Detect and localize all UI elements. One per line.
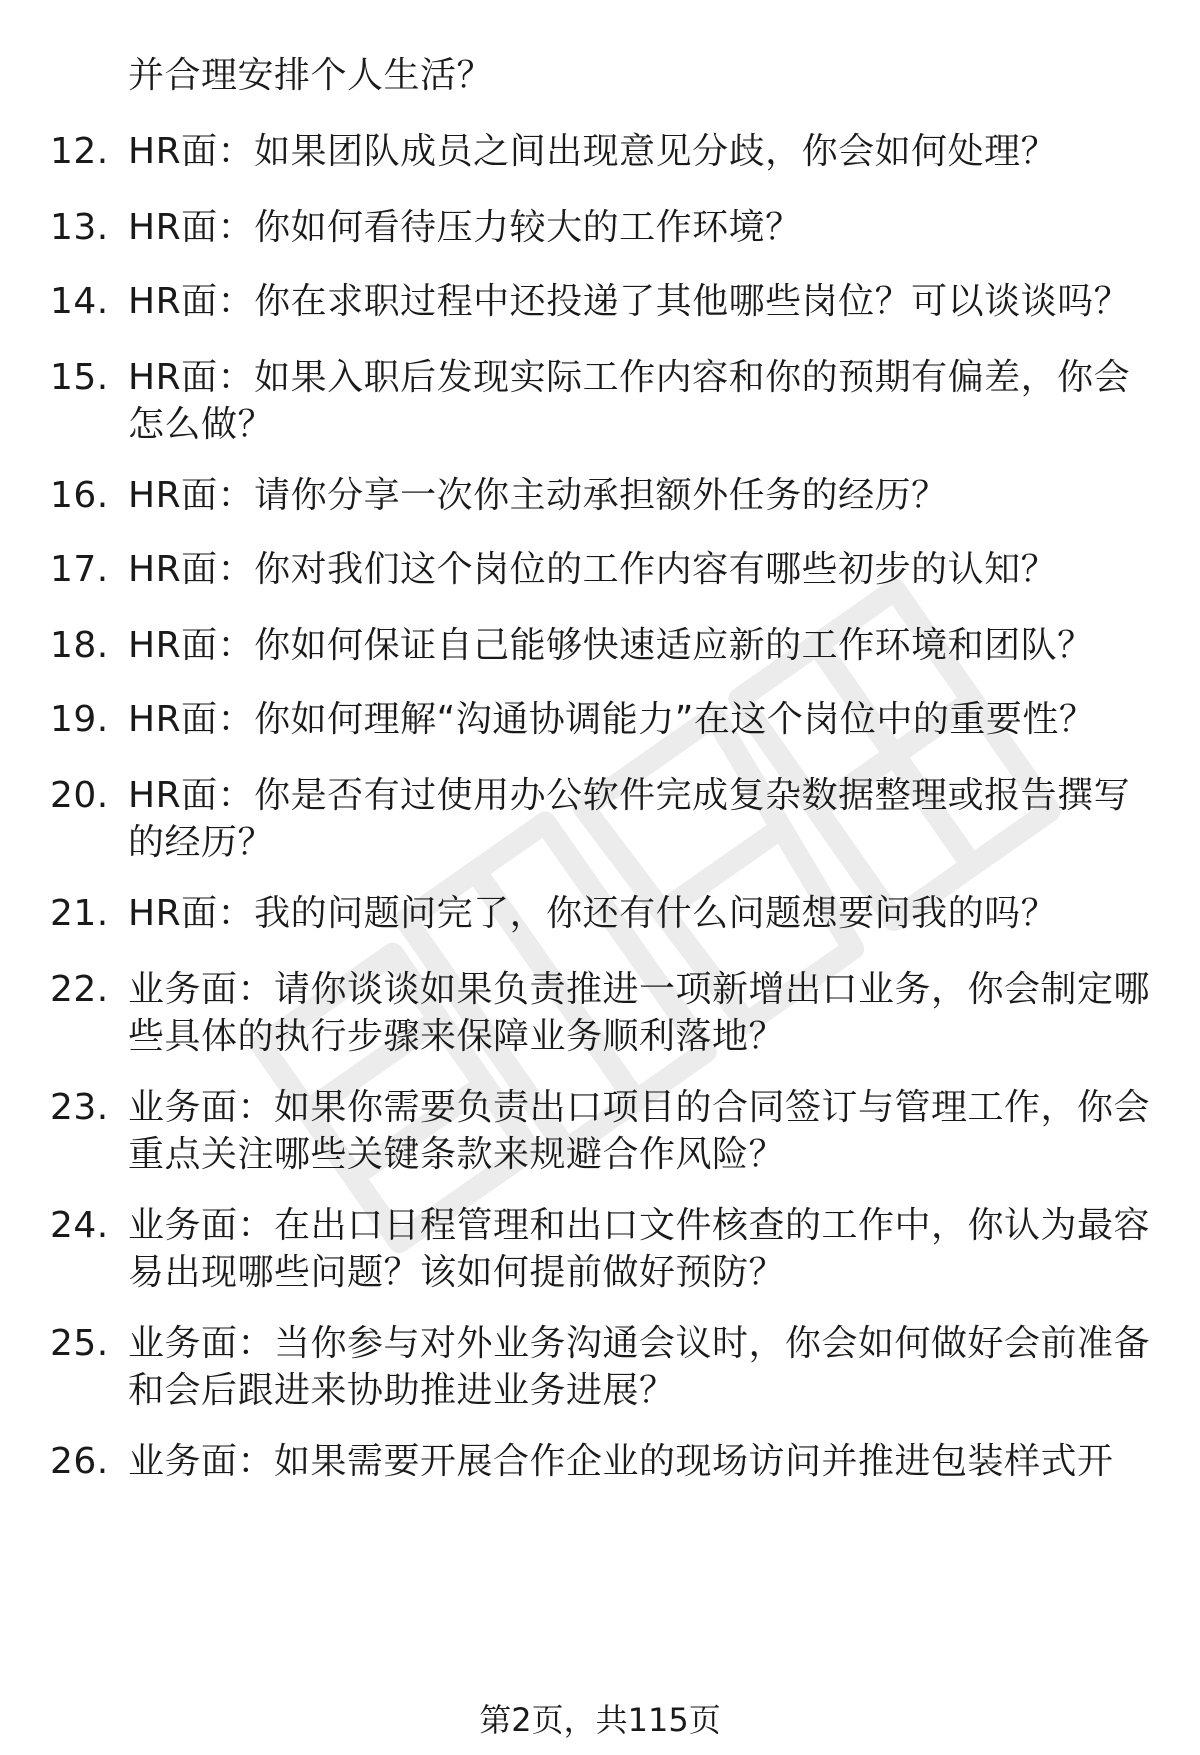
list-item bbox=[50, 890, 1158, 937]
list-item bbox=[50, 546, 1158, 593]
item-number: 24. bbox=[50, 1205, 109, 1246]
item-text: HR面：请你分享一次你主动承担额外任务的经历？ bbox=[128, 475, 948, 516]
item-number: 18. bbox=[50, 625, 109, 666]
item-text: HR面：你对我们这个岗位的工作内容有哪些初步的认知？ bbox=[128, 549, 1058, 590]
list-item-continuation bbox=[128, 52, 1158, 99]
item-number: 16. bbox=[50, 475, 109, 516]
item-number: 22. bbox=[50, 969, 109, 1010]
list-item bbox=[50, 204, 1158, 251]
item-text: HR面：你在求职过程中还投递了其他哪些岗位？可以谈谈吗？ bbox=[128, 281, 1131, 322]
list-item bbox=[50, 622, 1158, 669]
item-text: 业务面：如果需要开展合作企业的现场访问并推进包装样式开 bbox=[128, 1441, 1114, 1482]
item-text: HR面：你如何看待压力较大的工作环境？ bbox=[128, 207, 802, 248]
item-text: HR面：我的问题问完了，你还有什么问题想要问我的吗？ bbox=[128, 893, 1058, 934]
item-number: 25. bbox=[50, 1323, 109, 1364]
item-number: 21. bbox=[50, 893, 109, 934]
list-item bbox=[50, 1084, 1158, 1178]
item-number: 23. bbox=[50, 1087, 109, 1128]
item-number: 17. bbox=[50, 549, 109, 590]
item-number: 19. bbox=[50, 699, 109, 740]
item-text: 业务面：请你谈谈如果负责推进一项新增出口业务，你会制定哪些具体的执行步骤来保障业务顺利落地？ bbox=[128, 969, 1151, 1057]
list-item bbox=[50, 278, 1158, 325]
item-text: HR面：你如何保证自己能够快速适应新的工作环境和团队？ bbox=[128, 625, 1094, 666]
list-item bbox=[50, 772, 1158, 866]
item-number: 20. bbox=[50, 775, 109, 816]
item-text: HR面：你如何理解“沟通协调能力”在这个岗位中的重要性？ bbox=[128, 699, 1096, 740]
item-number: 15. bbox=[50, 357, 109, 398]
item-number: 14. bbox=[50, 281, 109, 322]
item-number: 26. bbox=[50, 1441, 109, 1482]
list-item bbox=[50, 472, 1158, 519]
item-text: 业务面：当你参与对外业务沟通会议时，你会如何做好会前准备和会后跟进来协助推进业务进展？ bbox=[128, 1323, 1151, 1411]
item-text: 业务面：如果你需要负责出口项目的合同签订与管理工作，你会重点关注哪些关键条款来规避合作风险？ bbox=[128, 1087, 1151, 1175]
list-item bbox=[50, 354, 1158, 448]
item-text: HR面：如果入职后发现实际工作内容和你的预期有偏差，你会怎么做？ bbox=[128, 357, 1131, 445]
item-text: 并合理安排个人生活？ bbox=[128, 55, 494, 96]
list-item bbox=[50, 1438, 1158, 1485]
item-number: 13. bbox=[50, 207, 109, 248]
list-item bbox=[50, 696, 1158, 743]
page-footer: 第2页，共115页 bbox=[479, 1701, 721, 1739]
item-number: 12. bbox=[50, 131, 109, 172]
item-text: HR面：你是否有过使用办公软件完成复杂数据整理或报告撰写的经历？ bbox=[128, 775, 1131, 863]
list-item bbox=[50, 1202, 1158, 1296]
list-item bbox=[50, 966, 1158, 1060]
item-text: 业务面：在出口日程管理和出口文件核查的工作中，你认为最容易出现哪些问题？该如何提前做好预防？ bbox=[128, 1205, 1151, 1293]
list-item bbox=[50, 1320, 1158, 1414]
item-text: HR面：如果团队成员之间出现意见分歧，你会如何处理？ bbox=[128, 131, 1058, 172]
list-item bbox=[50, 128, 1158, 175]
